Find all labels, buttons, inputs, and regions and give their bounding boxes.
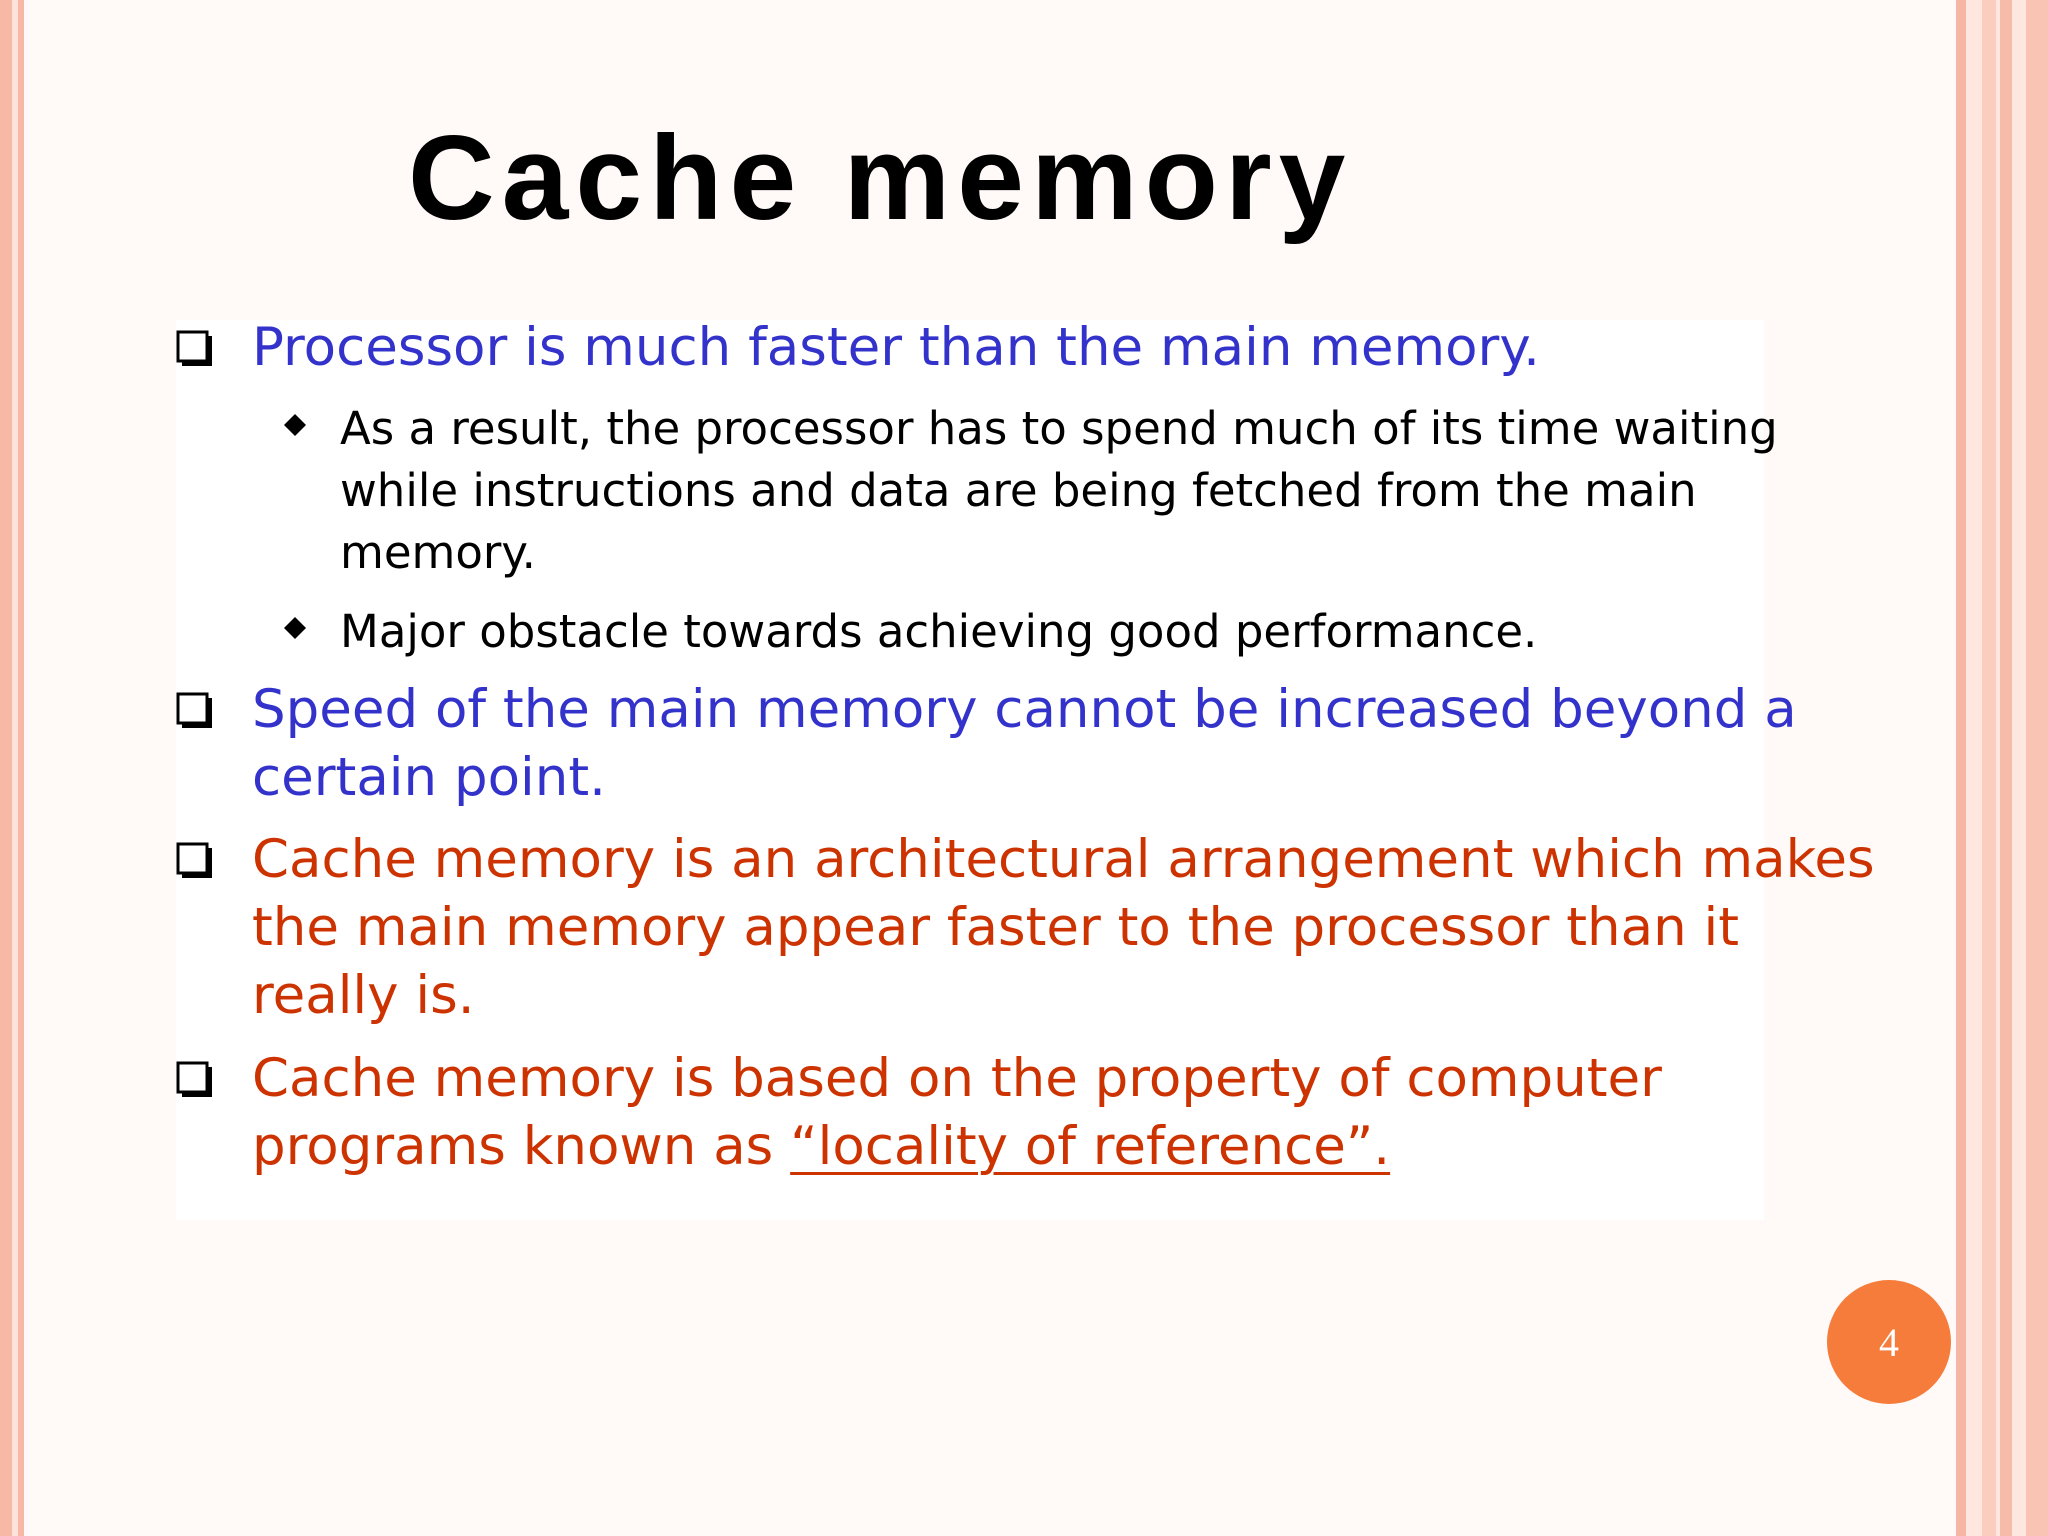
locality-of-reference-term: “locality of reference”.: [790, 1116, 1391, 1177]
page-number: 4: [1879, 1319, 1899, 1365]
border-stripe: [1956, 0, 1966, 1536]
checkbox-bullet-icon: [176, 842, 210, 876]
left-border-stripe: [0, 0, 24, 1536]
right-border-stripes: [1956, 0, 2048, 1536]
border-stripe: [2026, 0, 2048, 1536]
checkbox-bullet-icon: [176, 692, 210, 726]
border-stripe: [1982, 0, 1996, 1536]
sub-bullet-text: Major obstacle towards achieving good performance.: [340, 605, 1538, 658]
sub-bullet-text: As a result, the processor has to spend much of its time waiting while instructions and data are being fetched from the main memory.: [340, 402, 1778, 579]
border-stripe: [2000, 0, 2012, 1536]
diamond-bullet-icon: [284, 617, 306, 639]
bullet-text: Processor is much faster than the main memory.: [252, 317, 1540, 378]
diamond-bullet-icon: [284, 414, 306, 436]
slide-title: Cache memory: [408, 111, 1353, 245]
checkbox-bullet-icon: [176, 330, 210, 364]
page-number-badge: [1827, 1280, 1951, 1404]
bullet-text: Cache memory is based on the property of computer programs known as “locality of reference”.: [252, 1048, 1662, 1177]
checkbox-bullet-icon: [176, 1061, 210, 1095]
bullet-text: Cache memory is an architectural arrangement which makes the main memory appear faster to the processor than it really is.: [252, 829, 1875, 1026]
bullet-text: Speed of the main memory cannot be increased beyond a certain point.: [252, 679, 1797, 808]
